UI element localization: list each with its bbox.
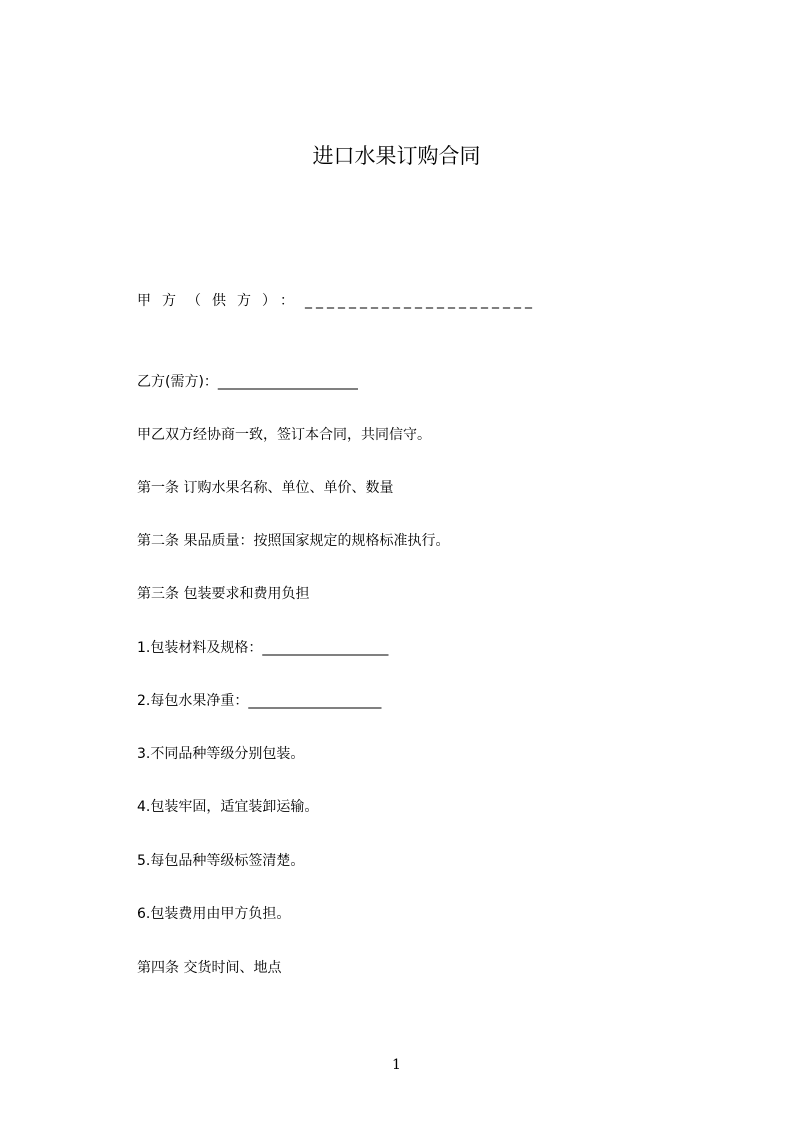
article-2: 第二条 果品质量：按照国家规定的规格标准执行。 bbox=[137, 533, 450, 549]
party-a-blank: _____________________ bbox=[305, 293, 536, 309]
party-a-line bbox=[137, 291, 536, 311]
item-1: 1.包装材料及规格：__________________ bbox=[137, 640, 389, 656]
party-b-line: 乙方(需方)：____________________ bbox=[137, 374, 358, 390]
contract-title: 进口水果订购合同 bbox=[312, 144, 481, 168]
page-number: 1 bbox=[392, 1057, 401, 1073]
article-1: 第一条 订购水果名称、单位、单价、数量 bbox=[137, 480, 394, 496]
article-4: 第四条 交货时间、地点 bbox=[137, 960, 282, 976]
article-3: 第三条 包装要求和费用负担 bbox=[137, 586, 310, 602]
item-3: 3.不同品种等级分别包装。 bbox=[137, 746, 305, 762]
item-2: 2.每包水果净重：___________________ bbox=[137, 693, 382, 709]
party-a-label: 甲方（供方）： bbox=[137, 293, 305, 309]
item-5: 5.每包品种等级标签清楚。 bbox=[137, 853, 305, 869]
intro-paragraph: 甲乙双方经协商一致，签订本合同，共同信守。 bbox=[137, 427, 431, 443]
item-6: 6.包装费用由甲方负担。 bbox=[137, 906, 291, 922]
item-4: 4.包装牢固，适宜装卸运输。 bbox=[137, 799, 319, 815]
